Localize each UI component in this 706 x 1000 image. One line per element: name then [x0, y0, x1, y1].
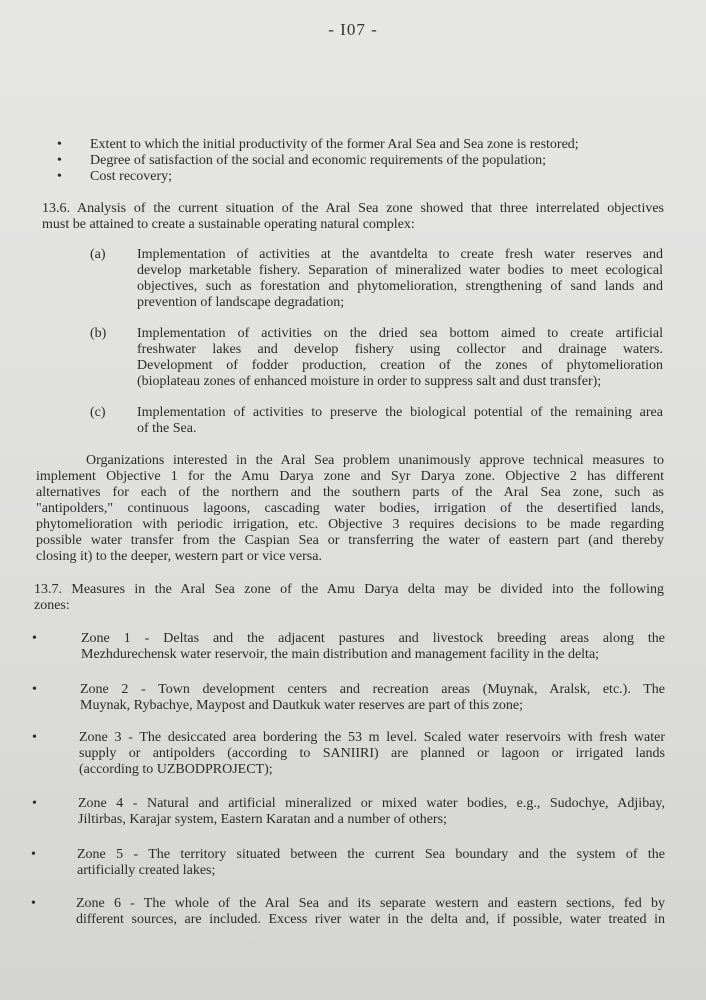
text-line: Development of fodder production, creation of the zones of phytomelioration — [137, 358, 663, 373]
organizations-paragraph — [36, 453, 664, 565]
text-line: zones: — [34, 598, 70, 613]
bullet-icon: • — [32, 682, 37, 697]
text-line: objectives, such as forestation and phytomelioration, strengthening of sand lands and — [137, 279, 663, 294]
text-line: Zone 1 - Deltas and the adjacent pastures and livestock breeding areas along the — [81, 631, 665, 646]
text-line: Mezhdurechensk water reservoir, the main distribution and management facility in the delta; — [81, 647, 600, 662]
text-line: possible water transfer from the Caspian Sea or transferring the water of eastern part (and thereby — [36, 533, 664, 548]
bullet-item: Extent to which the initial productivity of the former Aral Sea and Sea zone is restored; — [90, 137, 579, 152]
text-line: Zone 6 - The whole of the Aral Sea and its separate western and eastern sections, fed by — [76, 896, 665, 911]
text-line: (bioplateau zones of enhanced moisture in order to suppress salt and dust transfer); — [137, 374, 602, 389]
text-line: 13.7. Measures in the Aral Sea zone of the Amu Darya delta may be divided into the following — [34, 582, 664, 597]
text-line: Implementation of activities on the dried sea bottom aimed to create artificial — [137, 326, 663, 341]
text-line: Zone 3 - The desiccated area bordering the 53 m level. Scaled water reservoirs with fresh water — [79, 730, 665, 745]
bullet-item: Degree of satisfaction of the social and economic requirements of the population; — [90, 153, 547, 168]
text-line: phytomelioration with periodic irrigation, etc. Objective 3 requires decisions to be made regarding — [36, 517, 664, 532]
objective-label: (c) — [90, 405, 106, 420]
text-line: Jiltirbas, Karajar system, Eastern Karatan and a number of others; — [78, 812, 447, 827]
text-line: Zone 5 - The territory situated between the current Sea boundary and the system of the — [77, 847, 665, 862]
text-line: artificially created lakes; — [77, 863, 216, 878]
text-line: closing it) to the deeper, western part or vice versa. — [36, 549, 322, 564]
bullet-icon: • — [32, 631, 37, 646]
page-number: - I07 - — [328, 20, 378, 39]
bullet-icon: • — [57, 137, 62, 152]
text-line: (according to UZBODPROJECT); — [79, 762, 273, 777]
text-line: develop marketable fishery. Separation of mineralized water bodies to meet ecological — [137, 263, 663, 278]
text-line: Zone 4 - Natural and artificial mineralized or mixed water bodies, e.g., Sudochye, Adjibay, — [78, 796, 665, 811]
bullet-icon: • — [32, 730, 37, 745]
section-13-6-paragraph — [42, 201, 664, 233]
text-line: Implementation of activities to preserve the biological potential of the remaining area — [137, 405, 663, 420]
text-line: must be attained to create a sustainable operating natural complex: — [42, 217, 415, 232]
text-line: supply or antipolders (according to SANIIRI) are planned or lagoon or irrigated lands — [79, 746, 665, 761]
bullet-icon: • — [32, 796, 37, 811]
text-line: Organizations interested in the Aral Sea problem unanimously approve technical measures to — [86, 453, 664, 468]
text-line: of the Sea. — [137, 421, 197, 436]
text-line: Muynak, Rybachye, Maypost and Dautkuk water reserves are part of this zone; — [80, 698, 524, 713]
text-line: prevention of landscape degradation; — [137, 295, 345, 310]
objective-label: (b) — [90, 326, 107, 341]
objective-label: (a) — [90, 247, 106, 262]
bullet-icon: • — [31, 847, 36, 862]
text-line: different sources, are included. Excess river water in the delta and, if possible, water treated in — [76, 912, 665, 927]
text-line: "antipolders," continuous lagoons, cascading water bodies, irrigation of the desertified lands, — [36, 501, 664, 516]
section-13-7-paragraph — [34, 582, 664, 614]
bullet-item: Cost recovery; — [90, 169, 173, 184]
bullet-icon: • — [31, 896, 36, 911]
text-line: implement Objective 1 for the Amu Darya zone and Syr Darya zone. Objective 2 has different — [36, 469, 664, 484]
bullet-icon: • — [57, 169, 62, 184]
text-line: Zone 2 - Town development centers and recreation areas (Muynak, Aralsk, etc.). The — [80, 682, 665, 697]
bullet-icon: • — [57, 153, 62, 168]
text-line: 13.6. Analysis of the current situation of the Aral Sea zone showed that three interrelated objectives — [42, 201, 664, 216]
text-line: freshwater lakes and develop fishery using collector and drainage waters. — [137, 342, 663, 357]
text-line: alternatives for each of the northern and the southern parts of the Aral Sea zone, such as — [36, 485, 664, 500]
text-line: Implementation of activities at the avantdelta to create fresh water reserves and — [137, 247, 663, 262]
